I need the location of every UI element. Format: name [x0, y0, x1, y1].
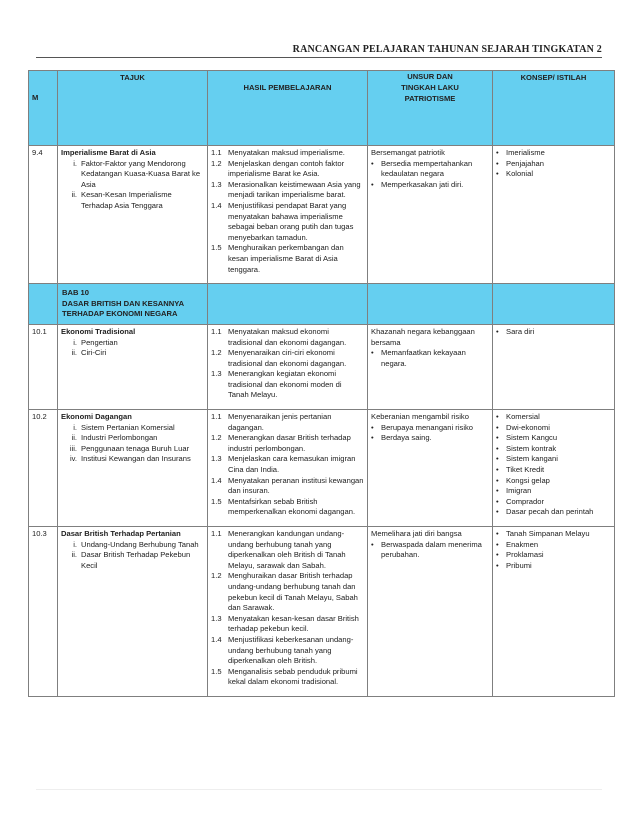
behaviour-text: Berwaspada dalam menerima perubahan.: [381, 539, 482, 560]
concept-text: Sistem kangani: [506, 454, 558, 464]
patriotism-value: Bersemangat patriotik: [371, 148, 445, 157]
subtopic-item: [61, 540, 204, 551]
outcome-text: Menyatakan maksud ekonomi tradisional dan ekonomi dagangan.: [228, 326, 347, 347]
concept-text: Sistem Kangcu: [506, 433, 558, 443]
topic-number-text: 10.1: [32, 326, 47, 336]
subtopic-numeral: i.: [73, 422, 77, 432]
bullet-icon: •: [371, 422, 374, 432]
outcome-text: Menyenaraikan jenis pertanian dagangan.: [228, 412, 332, 432]
topic-cell: [58, 527, 208, 697]
learning-outcome: [211, 348, 364, 369]
outcome-number: 1.3: [211, 369, 222, 379]
subtopic-numeral: i.: [73, 158, 77, 168]
subtopic-text: Pengertian: [81, 337, 118, 347]
outcome-number: 1.3: [211, 454, 222, 464]
concept-cell: [493, 410, 615, 527]
topic-number-text: 10.3: [32, 529, 47, 538]
footer-divider: [36, 789, 602, 790]
concept-text: Kongsi gelap: [506, 475, 550, 485]
topic-cell: [58, 410, 208, 527]
table-row: [29, 324, 615, 409]
subtopic-numeral: ii.: [71, 550, 77, 560]
outcome-text: Menghuraikan dasar British terhadap undang-undang berhubung tanah dan pekebun kecil di Tanah Melayu, Sabah dan Sarawak.: [228, 571, 358, 613]
concept-text: Tiket Kredit: [506, 465, 545, 475]
outcome-text: Menyenaraikan ciri-ciri ekonomi tradisional dan ekonomi dagangan.: [228, 348, 347, 368]
outcome-number: 1.1: [211, 412, 222, 422]
subtopic-item: [61, 454, 204, 465]
learning-outcome: [211, 327, 364, 348]
concept-text: Pribumi: [506, 560, 532, 570]
concept-text: Comprador: [506, 496, 544, 506]
patriotism-behaviour: [371, 180, 489, 191]
subtopic-item: [61, 550, 204, 571]
bullet-icon: •: [496, 169, 499, 179]
lesson-plan-table: [28, 70, 615, 697]
patriotism-cell: [368, 324, 493, 409]
concept-cell: [493, 527, 615, 697]
outcome-text: Menghuraikan perkembangan dan kesan imperialisme Barat di Asia tenggara.: [228, 243, 344, 274]
table-row: [29, 527, 615, 697]
concept-text: Proklamasi: [506, 550, 544, 560]
topic-number: [29, 324, 58, 409]
document-title: RANCANGAN PELAJARAN TAHUNAN SEJARAH TINGKATAN 2: [292, 44, 602, 55]
concept-cell: [493, 146, 615, 284]
outcome-text: Menerangkan kandungan undang-undang berhubung tanah yang diperkenalkan oleh British di Tanah Melayu, sarawak dan Sabah.: [228, 529, 346, 570]
subtopic-list: [61, 159, 204, 212]
header-hasil-pembelajaran: HASIL PEMBELAJARAN: [208, 71, 368, 146]
learning-outcome: [211, 497, 364, 518]
header-divider: [36, 57, 602, 58]
outcome-number: 1.1: [211, 326, 222, 336]
outcome-number: 1.5: [211, 496, 222, 506]
outcome-number: 1.1: [211, 148, 222, 157]
learning-outcomes-cell: [208, 410, 368, 527]
bullet-icon: •: [496, 465, 499, 475]
concept-text: Dwi-ekonomi: [506, 422, 550, 432]
subtopic-text: Penggunaan tenaga Buruh Luar: [81, 443, 190, 453]
outcome-number: 1.2: [211, 571, 222, 581]
subtopic-item: [61, 444, 204, 455]
bullet-icon: •: [496, 433, 499, 443]
topic-title: Ekonomi Tradisional: [61, 326, 136, 336]
concept-item: [496, 465, 611, 476]
concept-text: Imerialisme: [506, 148, 545, 157]
chapter-cell: [58, 284, 208, 325]
outcome-number: 1.4: [211, 475, 222, 485]
outcome-number: 1.4: [211, 634, 222, 644]
header-unsur-patriotisme: UNSUR DAN TINGKAH LAKU PATRIOTISME: [368, 71, 493, 146]
outcome-number: 1.5: [211, 666, 222, 676]
subtopic-text: Kesan-Kesan Imperialisme Terhadap Asia Tenggara: [81, 190, 172, 210]
topic-title: Ekonomi Dagangan: [61, 412, 132, 422]
bullet-icon: •: [496, 496, 499, 506]
outcome-text: Menyatakan kesan-kesan dasar British terhadap pekebun kecil.: [228, 613, 359, 634]
concept-item: [496, 454, 611, 465]
behaviour-text: Bersedia mempertahankan kedaulatan negara: [381, 158, 473, 179]
bullet-icon: •: [496, 529, 499, 538]
subtopic-text: Sistem Pertanian Komersial: [81, 422, 175, 432]
concept-item: [496, 433, 611, 444]
subtopic-list: [61, 338, 204, 359]
table-header-row: [29, 71, 615, 146]
outcome-number: 1.5: [211, 243, 222, 253]
bullet-icon: •: [496, 550, 499, 560]
concept-text: Penjajahan: [506, 158, 545, 168]
concept-item: [496, 507, 611, 518]
bullet-icon: •: [496, 560, 499, 570]
patriotism-cell: [368, 410, 493, 527]
topic-number: [29, 410, 58, 527]
learning-outcome: [211, 148, 364, 159]
bullet-icon: •: [371, 348, 374, 358]
concept-item: [496, 423, 611, 434]
patriotism-value: Keberanian mengambil risiko: [371, 412, 469, 422]
learning-outcomes-cell: [208, 146, 368, 284]
patriotism-behaviour: [371, 423, 489, 434]
learning-outcome: [211, 667, 364, 688]
concept-text: Dasar pecah dan perintah: [506, 507, 594, 517]
learning-outcome: [211, 635, 364, 667]
topic-title: Imperialisme Barat di Asia: [61, 148, 156, 157]
chapter-row: [29, 284, 615, 325]
concept-item: [496, 486, 611, 497]
patriotism-behaviour: [371, 348, 489, 369]
outcome-number: 1.2: [211, 433, 222, 443]
concept-item: [496, 476, 611, 487]
bullet-icon: •: [496, 539, 499, 549]
concept-item: [496, 529, 611, 540]
concept-text: Sistem kontrak: [506, 443, 557, 453]
learning-outcome: [211, 180, 364, 201]
learning-outcome: [211, 201, 364, 243]
subtopic-text: Ciri-Ciri: [81, 348, 107, 358]
learning-outcome: [211, 243, 364, 275]
subtopic-numeral: iii.: [69, 443, 77, 453]
subtopic-item: [61, 433, 204, 444]
outcome-number: 1.2: [211, 158, 222, 168]
bullet-icon: •: [371, 158, 374, 168]
bullet-icon: •: [496, 507, 499, 517]
learning-outcome: [211, 433, 364, 454]
chapter-label: BAB 10: [62, 288, 90, 298]
subtopic-numeral: ii.: [71, 348, 77, 358]
patriotism-cell: [368, 146, 493, 284]
concept-item: [496, 444, 611, 455]
concept-text: Tanah Simpanan Melayu: [506, 529, 590, 538]
behaviour-text: Berupaya menangani risiko: [381, 422, 474, 432]
subtopic-numeral: i.: [73, 539, 77, 549]
outcome-text: Menganalisis sebab penduduk pribumi kekal dalam ekonomi tradisional.: [228, 666, 358, 687]
subtopic-numeral: i.: [73, 337, 77, 347]
concept-text: Enakmen: [506, 539, 539, 549]
concept-item: [496, 169, 611, 180]
patriotism-value: Khazanah negara kebanggaan bersama: [371, 326, 475, 347]
patriotism-value: Memelihara jati diri bangsa: [371, 529, 462, 538]
outcome-number: 1.3: [211, 179, 222, 189]
subtopic-item: [61, 190, 204, 211]
patriotism-cell: [368, 527, 493, 697]
learning-outcomes-cell: [208, 324, 368, 409]
header-tajuk: TAJUK: [58, 71, 208, 146]
learning-outcome: [211, 571, 364, 613]
bullet-icon: •: [496, 475, 499, 485]
outcome-text: Menyatakan peranan institusi kewangan dan insuran.: [228, 475, 364, 496]
concept-text: Komersial: [506, 412, 540, 422]
outcome-number: 1.2: [211, 348, 222, 358]
bullet-icon: •: [371, 433, 374, 443]
table-row: [29, 146, 615, 284]
concept-text: Kolonial: [506, 169, 534, 179]
subtopic-item: [61, 348, 204, 359]
chapter-blank-cell: [208, 284, 368, 325]
outcome-text: Menerangkan kegiatan ekonomi tradisional dan ekonomi moden di Tanah Melayu.: [228, 369, 342, 400]
subtopic-numeral: ii.: [71, 190, 77, 200]
subtopic-list: [61, 540, 204, 572]
topic-cell: [58, 146, 208, 284]
concept-item: [496, 550, 611, 561]
chapter-blank-cell: [29, 284, 58, 325]
topic-number-text: 9.4: [32, 148, 43, 157]
bullet-icon: •: [496, 454, 499, 464]
outcome-text: Menjustifikasi pendapat Barat yang menyatakan bahawa imperialisme sebagai beban orang putih dan tugas menyebarkan tamadun.: [228, 200, 354, 242]
behaviour-text: Memanfaatkan kekayaan negara.: [381, 348, 466, 368]
subtopic-numeral: iv.: [69, 454, 77, 464]
subtopic-numeral: ii.: [71, 433, 77, 443]
chapter-title: DASAR BRITISH DAN KESANNYA TERHADAP EKONOMI NEGARA: [62, 298, 184, 319]
concept-item: [496, 148, 611, 159]
patriotism-behaviour: [371, 540, 489, 561]
subtopic-text: Institusi Kewangan dan Insurans: [81, 454, 191, 464]
header-m: M: [29, 71, 58, 146]
bullet-icon: •: [496, 148, 499, 157]
learning-outcome: [211, 529, 364, 571]
learning-outcome: [211, 159, 364, 180]
bullet-icon: •: [496, 158, 499, 168]
patriotism-behaviour: [371, 159, 489, 180]
outcome-text: Menjustifikasi keberkesanan undang-undang berhubung tanah yang diperkenalkan oleh British.: [228, 634, 354, 666]
bullet-icon: •: [371, 179, 374, 189]
learning-outcomes-cell: [208, 527, 368, 697]
outcome-text: Menjelaskan cara kemasukan imigran Cina dan India.: [228, 454, 356, 475]
learning-outcome: [211, 614, 364, 635]
concept-item: [496, 327, 611, 338]
concept-item: [496, 159, 611, 170]
subtopic-text: Dasar British Terhadap Pekebun Kecil: [81, 550, 191, 570]
chapter-blank-cell: [368, 284, 493, 325]
subtopic-list: [61, 423, 204, 465]
concept-item: [496, 412, 611, 423]
chapter-blank-cell: [493, 284, 615, 325]
learning-outcome: [211, 476, 364, 497]
concept-cell: [493, 324, 615, 409]
outcome-text: Mentafsirkan sebab British memperkenalkan ekonomi dagangan.: [228, 496, 356, 517]
header-konsep-istilah: KONSEP/ ISTILAH: [493, 71, 615, 146]
bullet-icon: •: [496, 412, 499, 422]
concept-item: [496, 561, 611, 572]
concept-text: Sara diri: [506, 326, 535, 336]
patriotism-behaviour: [371, 433, 489, 444]
learning-outcome: [211, 369, 364, 401]
bullet-icon: •: [371, 539, 374, 549]
subtopic-item: [61, 159, 204, 191]
subtopic-item: [61, 423, 204, 434]
outcome-text: Merasionalkan keistimewaan Asia yang menjadi tarikan imperialisme barat.: [228, 179, 361, 200]
topic-number: [29, 146, 58, 284]
concept-text: Imigran: [506, 486, 532, 496]
bullet-icon: •: [496, 422, 499, 432]
topic-number: [29, 527, 58, 697]
outcome-number: 1.3: [211, 613, 222, 623]
bullet-icon: •: [496, 486, 499, 496]
outcome-text: Menerangkan dasar British terhadap industri perlombongan.: [228, 433, 351, 453]
learning-outcome: [211, 412, 364, 433]
topic-title: Dasar British Terhadap Pertanian: [61, 529, 181, 538]
outcome-text: Menjelaskan dengan contoh faktor imperialisme Barat ke Asia.: [228, 158, 345, 179]
subtopic-text: Industri Perlombongan: [81, 433, 158, 443]
topic-number-text: 10.2: [32, 412, 47, 422]
subtopic-item: [61, 338, 204, 349]
behaviour-text: Memperkasakan jati diri.: [381, 179, 464, 189]
behaviour-text: Berdaya saing.: [381, 433, 432, 443]
learning-outcome: [211, 454, 364, 475]
bullet-icon: •: [496, 443, 499, 453]
outcome-number: 1.4: [211, 200, 222, 210]
subtopic-text: Undang-Undang Berhubung Tanah: [81, 539, 199, 549]
concept-item: [496, 540, 611, 551]
concept-item: [496, 497, 611, 508]
topic-cell: [58, 324, 208, 409]
outcome-text: Menyatakan maksud imperialisme.: [228, 148, 345, 157]
table-row: [29, 410, 615, 527]
outcome-number: 1.1: [211, 529, 222, 538]
bullet-icon: •: [496, 326, 499, 336]
subtopic-text: Faktor-Faktor yang Mendorong Kedatangan Kuasa-Kuasa Barat ke Asia: [81, 158, 201, 189]
